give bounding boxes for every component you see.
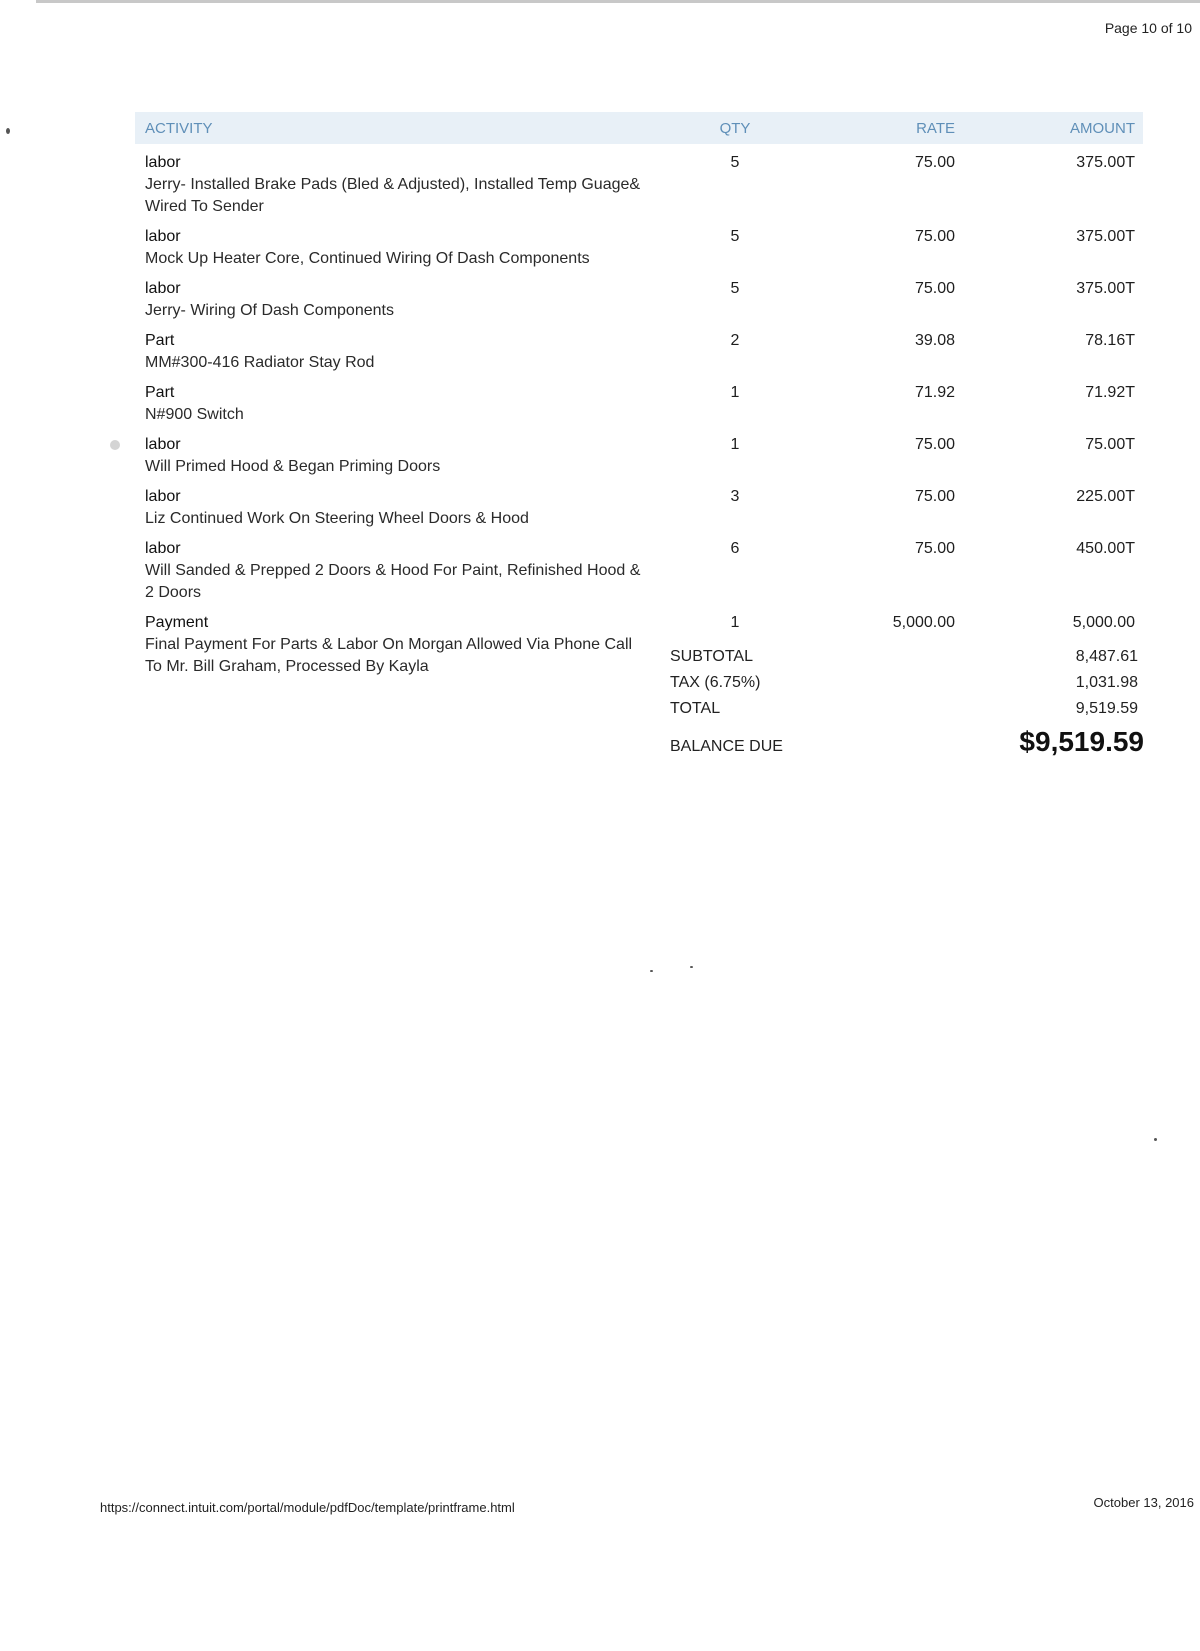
rate-cell: 75.00 <box>914 228 955 245</box>
footer-date: October 13, 2016 <box>1093 1495 1194 1510</box>
amount-cell: 450.00T <box>1076 540 1135 557</box>
table-row <box>135 426 1143 478</box>
footer-url: https://connect.intuit.com/portal/module/pdfDoc/template/printframe.html <box>100 1500 515 1515</box>
item-type: labor <box>145 280 181 297</box>
total-label: TOTAL <box>670 700 721 717</box>
qty-cell: 1 <box>730 384 740 401</box>
activity-cell <box>135 478 655 530</box>
qty-cell: 1 <box>730 436 740 453</box>
item-type: Part <box>145 332 175 349</box>
table-header-row <box>135 112 1143 144</box>
amount-cell: 5,000.00 <box>1072 614 1135 631</box>
table-row <box>135 218 1143 270</box>
item-description: N#900 Switch <box>145 406 244 423</box>
qty-cell: 3 <box>730 488 740 505</box>
scan-speck <box>690 966 693 968</box>
activity-cell <box>135 218 655 270</box>
rate-cell: 75.00 <box>914 540 955 557</box>
table-row <box>135 478 1143 530</box>
total-value: 9,519.59 <box>1075 700 1138 717</box>
item-type: Part <box>145 384 175 401</box>
item-description: Will Primed Hood & Began Priming Doors <box>145 458 441 475</box>
item-type: labor <box>145 540 181 557</box>
activity-cell <box>135 270 655 322</box>
rate-cell: 5,000.00 <box>892 614 955 631</box>
balance-due-label: BALANCE DUE <box>670 738 783 755</box>
amount-cell: 71.92T <box>1085 384 1135 401</box>
activity-cell <box>135 144 655 218</box>
item-type: labor <box>145 154 181 171</box>
activity-cell <box>135 530 655 604</box>
qty-cell: 5 <box>730 280 740 297</box>
qty-cell: 5 <box>730 154 740 171</box>
item-description: MM#300-416 Radiator Stay Rod <box>145 354 375 371</box>
rate-cell: 75.00 <box>914 280 955 297</box>
scan-speck <box>6 128 10 134</box>
amount-cell: 375.00T <box>1076 280 1135 297</box>
scan-top-edge <box>36 0 1200 3</box>
item-description: Mock Up Heater Core, Continued Wiring Of Dash Components <box>145 250 590 267</box>
header-rate: RATE <box>916 119 955 137</box>
item-description: Will Sanded & Prepped 2 Doors & Hood For Paint, Refinished Hood & 2 Doors <box>145 562 641 601</box>
header-qty: QTY <box>719 119 751 137</box>
activity-cell <box>135 374 655 426</box>
item-type: labor <box>145 488 181 505</box>
rate-cell: 75.00 <box>914 436 955 453</box>
qty-cell: 1 <box>730 614 740 631</box>
item-type: labor <box>145 228 181 245</box>
totals-section <box>670 648 1144 766</box>
amount-cell: 75.00T <box>1085 436 1135 453</box>
balance-due-row <box>670 726 1144 766</box>
header-activity: ACTIVITY <box>145 119 213 137</box>
item-type: Payment <box>145 614 209 631</box>
item-type: labor <box>145 436 181 453</box>
balance-due-value: $9,519.59 <box>1019 726 1144 757</box>
activity-cell <box>135 604 655 678</box>
table-row <box>135 374 1143 426</box>
page-number: Page 10 of 10 <box>1104 20 1192 36</box>
tax-label: TAX (6.75%) <box>670 674 761 691</box>
item-description: Jerry- Wiring Of Dash Components <box>145 302 394 319</box>
header-amount: AMOUNT <box>1070 119 1135 137</box>
amount-cell: 375.00T <box>1076 154 1135 171</box>
qty-cell: 6 <box>730 540 740 557</box>
amount-cell: 375.00T <box>1076 228 1135 245</box>
tax-value: 1,031.98 <box>1075 674 1138 691</box>
amount-cell: 225.00T <box>1076 488 1135 505</box>
subtotal-label: SUBTOTAL <box>670 648 753 665</box>
subtotal-row <box>670 648 1144 674</box>
subtotal-value: 8,487.61 <box>1075 648 1138 665</box>
table-row <box>135 144 1143 218</box>
rate-cell: 75.00 <box>914 488 955 505</box>
tax-row <box>670 674 1144 700</box>
table-row <box>135 322 1143 374</box>
invoice-activity-table <box>135 112 1143 678</box>
activity-cell <box>135 322 655 374</box>
total-row <box>670 700 1144 726</box>
rate-cell: 75.00 <box>914 154 955 171</box>
rate-cell: 71.92 <box>914 384 955 401</box>
table-row <box>135 270 1143 322</box>
scan-speck <box>110 440 120 450</box>
activity-cell <box>135 426 655 478</box>
qty-cell: 5 <box>730 228 740 245</box>
scan-speck <box>650 970 653 972</box>
rate-cell: 39.08 <box>914 332 955 349</box>
item-description: Final Payment For Parts & Labor On Morgan Allowed Via Phone Call To Mr. Bill Graham, Processed By Kayla <box>145 636 633 675</box>
item-description: Liz Continued Work On Steering Wheel Doors & Hood <box>145 510 529 527</box>
amount-cell: 78.16T <box>1085 332 1135 349</box>
scan-speck <box>1154 1138 1157 1141</box>
table-row <box>135 530 1143 604</box>
qty-cell: 2 <box>730 332 740 349</box>
item-description: Jerry- Installed Brake Pads (Bled & Adjusted), Installed Temp Guage& Wired To Sender <box>145 176 641 215</box>
